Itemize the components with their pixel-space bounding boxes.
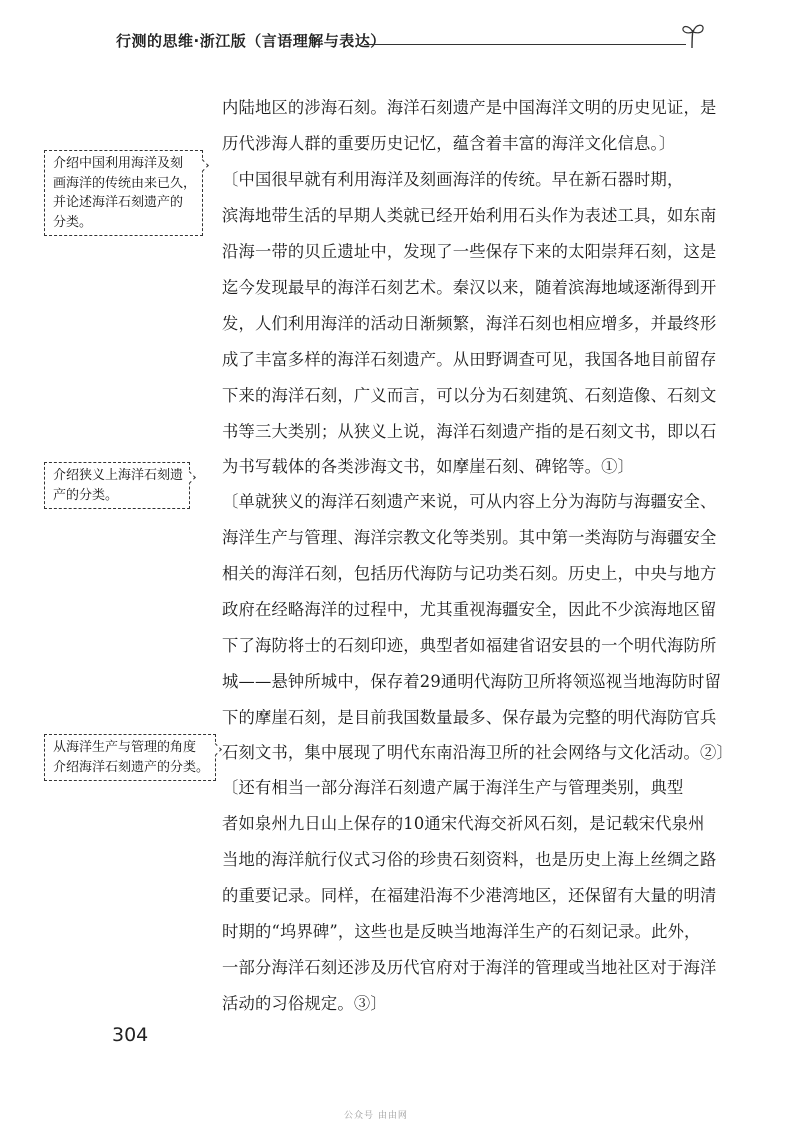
body-line: 〔单就狭义的海洋石刻遗产来说，可从内容上分为海防与海疆安全、 <box>222 492 717 511</box>
body-line: 相关的海洋石刻，包括历代海防与记功类石刻。历史上，中央与地方 <box>222 564 717 583</box>
body-line: 活动的习俗规定。③〕 <box>222 994 387 1013</box>
note-line: 产的分类。 <box>53 487 119 503</box>
body-line: 者如泉州九日山上保存的10通宋代海交祈风石刻，是记载宋代泉州 <box>222 814 705 833</box>
body-line: 发，人们利用海洋的活动日渐频繁，海洋石刻也相应增多，并最终形 <box>222 314 717 333</box>
body-line: 滨海地带生活的早期人类就已经开始利用石头作为表述工具，如东南 <box>222 206 717 225</box>
body-line: 成了丰富多样的海洋石刻遗产。从田野调查可见，我国各地目前留存 <box>222 350 717 369</box>
note-line: 介绍狭义上海洋石刻遗 <box>53 468 184 483</box>
body-line: 下来的海洋石刻，广义而言，可以分为石刻建筑、石刻造像、石刻文 <box>222 386 717 405</box>
note-line: 介绍海洋石刻遗产的分类。 <box>53 759 210 775</box>
body-line: 下了海防将士的石刻印迹，典型者如福建省诏安县的一个明代海防所 <box>222 636 717 655</box>
body-line: 的重要记录。同样，在福建沿海不少港湾地区，还保留有大量的明清 <box>222 886 717 905</box>
note-line: 分类。 <box>53 214 93 230</box>
body-line: 为书写载体的各类涉海文书，如摩崖石刻、碑铭等。①〕 <box>222 457 635 476</box>
body-line: 城——悬钟所城中，保存着29通明代海防卫所将领巡视当地海防时留 <box>222 672 722 691</box>
body-line: 〔还有相当一部分海洋石刻遗产属于海洋生产与管理类别，典型 <box>222 778 684 797</box>
body-line: 〔中国很早就有利用海洋及刻画海洋的传统。早在新石器时期， <box>222 170 684 189</box>
body-line: 历代涉海人群的重要历史记忆，蕴含着丰富的海洋文化信息。〕 <box>222 134 676 153</box>
footer-print-mark: 公众号 由由网 <box>344 1111 408 1121</box>
sprout-icon <box>680 20 706 50</box>
body-line: 政府在经略海洋的过程中，尤其重视海疆安全，因此不少滨海地区留 <box>222 600 717 619</box>
margin-note-tradition <box>44 150 203 236</box>
body-line: 当地的海洋航行仪式习俗的珍贵石刻资料，也是历史上海上丝绸之路 <box>222 850 717 869</box>
margin-note-production <box>44 734 216 781</box>
note-line: 并论述海洋石刻遗产的 <box>53 195 184 210</box>
body-line: 石刻文书，集中展现了明代东南沿海卫所的社会网络与文化活动。②〕 <box>222 743 733 762</box>
body-line: 沿海一带的贝丘遗址中，发现了一些保存下来的太阳崇拜石刻，这是 <box>222 242 717 261</box>
body-line: 内陆地区的涉海石刻。海洋石刻遗产是中国海洋文明的历史见证，是 <box>222 98 717 117</box>
body-line: 海洋生产与管理、海洋宗教文化等类别。其中第一类海防与海疆安全 <box>222 528 717 547</box>
note-line: 画海洋的传统由来已久， <box>53 175 197 191</box>
body-line: 时期的“坞界碑”，这些也是反映当地海洋生产的石刻记录。此外， <box>222 922 701 941</box>
running-header: 行测的思维·浙江版（言语理解与表达） <box>116 32 386 50</box>
margin-note-narrow-sense <box>44 462 190 509</box>
body-line: 下的摩崖石刻，是目前我国数量最多、保存最为完整的明代海防官兵 <box>222 708 717 727</box>
body-line: 书等三大类别；从狭义上说，海洋石刻遗产指的是石刻文书，即以石 <box>222 422 717 441</box>
note-line: 介绍中国利用海洋及刻 <box>53 156 184 171</box>
body-line: 一部分海洋石刻还涉及历代官府对于海洋的管理或当地社区对于海洋 <box>222 958 717 977</box>
page-number: 304 <box>112 1024 149 1046</box>
header-rule <box>364 44 686 45</box>
body-line: 迄今发现最早的海洋石刻艺术。秦汉以来，随着滨海地域逐渐得到开 <box>222 278 717 297</box>
note-line: 从海洋生产与管理的角度 <box>53 740 197 755</box>
